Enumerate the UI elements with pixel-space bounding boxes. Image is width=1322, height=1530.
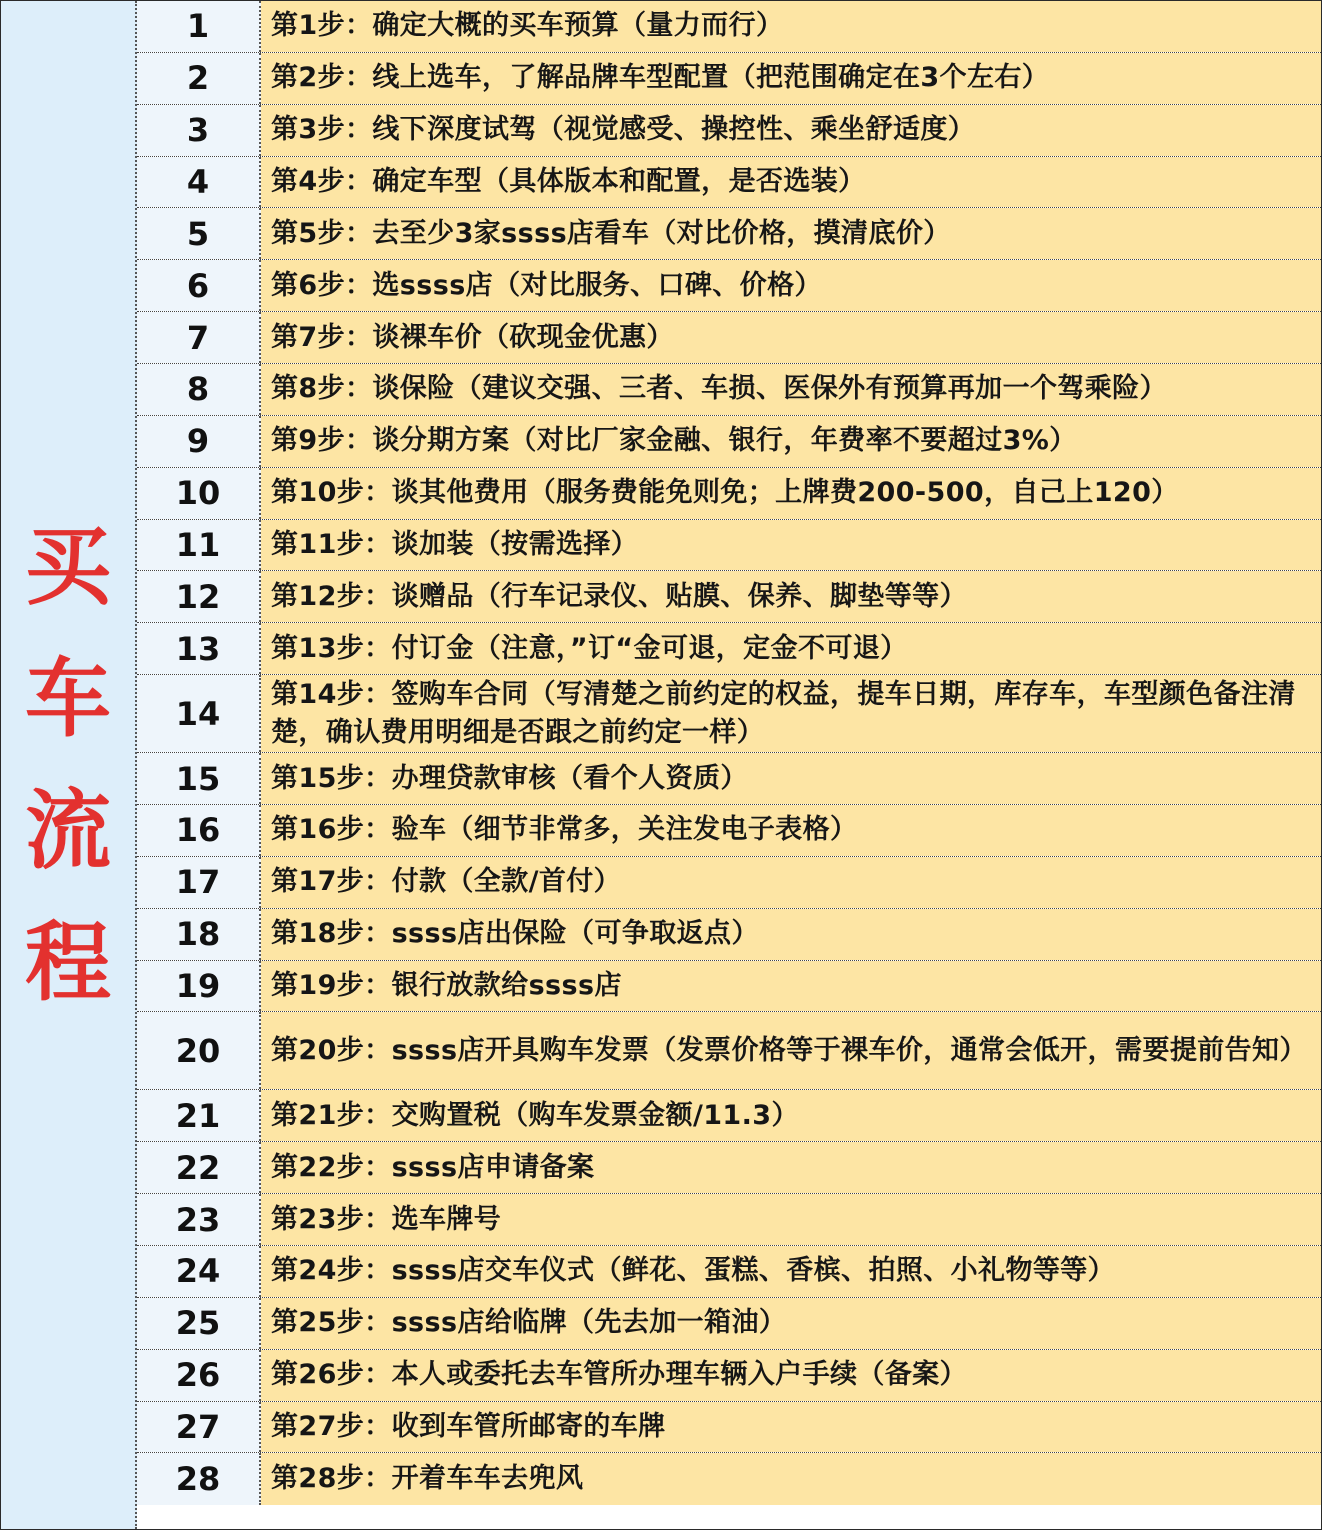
step-description: 第6步：选ssss店（对比服务、口碑、价格） bbox=[261, 260, 1321, 311]
step-number: 18 bbox=[137, 909, 261, 960]
table-row bbox=[137, 571, 1321, 623]
step-number: 6 bbox=[137, 260, 261, 311]
side-title-char: 流 bbox=[25, 781, 111, 881]
side-title-char: 车 bbox=[25, 649, 111, 749]
table-row bbox=[137, 1246, 1321, 1298]
step-description: 第12步：谈赠品（行车记录仪、贴膜、保养、脚垫等等） bbox=[261, 571, 1321, 622]
steps-table bbox=[137, 1, 1321, 1529]
table-row bbox=[137, 1, 1321, 53]
step-description: 第22步：ssss店申请备案 bbox=[261, 1142, 1321, 1193]
table-row bbox=[137, 1194, 1321, 1246]
step-number: 4 bbox=[137, 157, 261, 208]
table-row bbox=[137, 364, 1321, 416]
step-number: 24 bbox=[137, 1246, 261, 1297]
step-description: 第11步：谈加装（按需选择） bbox=[261, 520, 1321, 571]
table-row bbox=[137, 675, 1321, 753]
table-row bbox=[137, 520, 1321, 572]
step-description: 第3步：线下深度试驾（视觉感受、操控性、乘坐舒适度） bbox=[261, 105, 1321, 156]
side-title-char: 买 bbox=[25, 517, 111, 617]
step-number: 23 bbox=[137, 1194, 261, 1245]
step-description: 第8步：谈保险（建议交强、三者、车损、医保外有预算再加一个驾乘险） bbox=[261, 364, 1321, 415]
step-number: 16 bbox=[137, 805, 261, 856]
side-title-char: 程 bbox=[25, 913, 111, 1013]
step-number: 3 bbox=[137, 105, 261, 156]
step-number: 28 bbox=[137, 1453, 261, 1505]
table-row bbox=[137, 312, 1321, 364]
step-description: 第10步：谈其他费用（服务费能免则免；上牌费200-500，自己上120） bbox=[261, 468, 1321, 519]
table-row bbox=[137, 53, 1321, 105]
step-description: 第9步：谈分期方案（对比厂家金融、银行，年费率不要超过3%） bbox=[261, 416, 1321, 467]
step-number: 9 bbox=[137, 416, 261, 467]
step-description: 第27步：收到车管所邮寄的车牌 bbox=[261, 1402, 1321, 1453]
step-description: 第19步：银行放款给ssss店 bbox=[261, 961, 1321, 1012]
side-title-column bbox=[1, 1, 137, 1529]
table-row bbox=[137, 1298, 1321, 1350]
table-row bbox=[137, 1012, 1321, 1090]
step-number: 25 bbox=[137, 1298, 261, 1349]
table-row bbox=[137, 857, 1321, 909]
table-row bbox=[137, 1453, 1321, 1505]
step-description: 第15步：办理贷款审核（看个人资质） bbox=[261, 753, 1321, 804]
step-number: 10 bbox=[137, 468, 261, 519]
step-description: 第7步：谈裸车价（砍现金优惠） bbox=[261, 312, 1321, 363]
table-row bbox=[137, 416, 1321, 468]
step-description: 第20步：ssss店开具购车发票（发票价格等于裸车价，通常会低开，需要提前告知） bbox=[261, 1012, 1321, 1089]
step-description: 第26步：本人或委托去车管所办理车辆入户手续（备案） bbox=[261, 1350, 1321, 1401]
step-description: 第28步：开着车车去兜风 bbox=[261, 1453, 1321, 1505]
table-row bbox=[137, 468, 1321, 520]
table-row bbox=[137, 805, 1321, 857]
step-number: 27 bbox=[137, 1402, 261, 1453]
step-description: 第4步：确定车型（具体版本和配置，是否选装） bbox=[261, 157, 1321, 208]
step-number: 5 bbox=[137, 208, 261, 259]
step-number: 15 bbox=[137, 753, 261, 804]
table-row bbox=[137, 753, 1321, 805]
table-row bbox=[137, 1402, 1321, 1454]
step-description: 第18步：ssss店出保险（可争取返点） bbox=[261, 909, 1321, 960]
step-description: 第13步：付订金（注意，”订“金可退，定金不可退） bbox=[261, 623, 1321, 674]
table-row bbox=[137, 961, 1321, 1013]
step-number: 12 bbox=[137, 571, 261, 622]
step-description: 第14步：签购车合同（写清楚之前约定的权益，提车日期，库存车，车型颜色备注清楚，确认费用明细是否跟之前约定一样） bbox=[261, 675, 1321, 752]
table-row bbox=[137, 208, 1321, 260]
step-number: 22 bbox=[137, 1142, 261, 1193]
step-description: 第23步：选车牌号 bbox=[261, 1194, 1321, 1245]
step-description: 第5步：去至少3家ssss店看车（对比价格，摸清底价） bbox=[261, 208, 1321, 259]
step-number: 19 bbox=[137, 961, 261, 1012]
step-number: 8 bbox=[137, 364, 261, 415]
table-row bbox=[137, 623, 1321, 675]
step-description: 第25步：ssss店给临牌（先去加一箱油） bbox=[261, 1298, 1321, 1349]
step-number: 26 bbox=[137, 1350, 261, 1401]
step-number: 11 bbox=[137, 520, 261, 571]
step-description: 第21步：交购置税（购车发票金额/11.3） bbox=[261, 1090, 1321, 1141]
table-row bbox=[137, 260, 1321, 312]
step-description: 第16步：验车（细节非常多，关注发电子表格） bbox=[261, 805, 1321, 856]
step-description: 第24步：ssss店交车仪式（鲜花、蛋糕、香槟、拍照、小礼物等等） bbox=[261, 1246, 1321, 1297]
step-number: 14 bbox=[137, 675, 261, 752]
table-row bbox=[137, 105, 1321, 157]
step-number: 21 bbox=[137, 1090, 261, 1141]
step-description: 第17步：付款（全款/首付） bbox=[261, 857, 1321, 908]
step-number: 2 bbox=[137, 53, 261, 104]
table-row bbox=[137, 1142, 1321, 1194]
table-row bbox=[137, 1350, 1321, 1402]
step-number: 7 bbox=[137, 312, 261, 363]
step-number: 1 bbox=[137, 1, 261, 52]
table-row bbox=[137, 157, 1321, 209]
table-row bbox=[137, 909, 1321, 961]
step-number: 20 bbox=[137, 1012, 261, 1089]
step-description: 第1步：确定大概的买车预算（量力而行） bbox=[261, 1, 1321, 52]
table-row bbox=[137, 1090, 1321, 1142]
step-number: 17 bbox=[137, 857, 261, 908]
step-number: 13 bbox=[137, 623, 261, 674]
step-description: 第2步：线上选车，了解品牌车型配置（把范围确定在3个左右） bbox=[261, 53, 1321, 104]
